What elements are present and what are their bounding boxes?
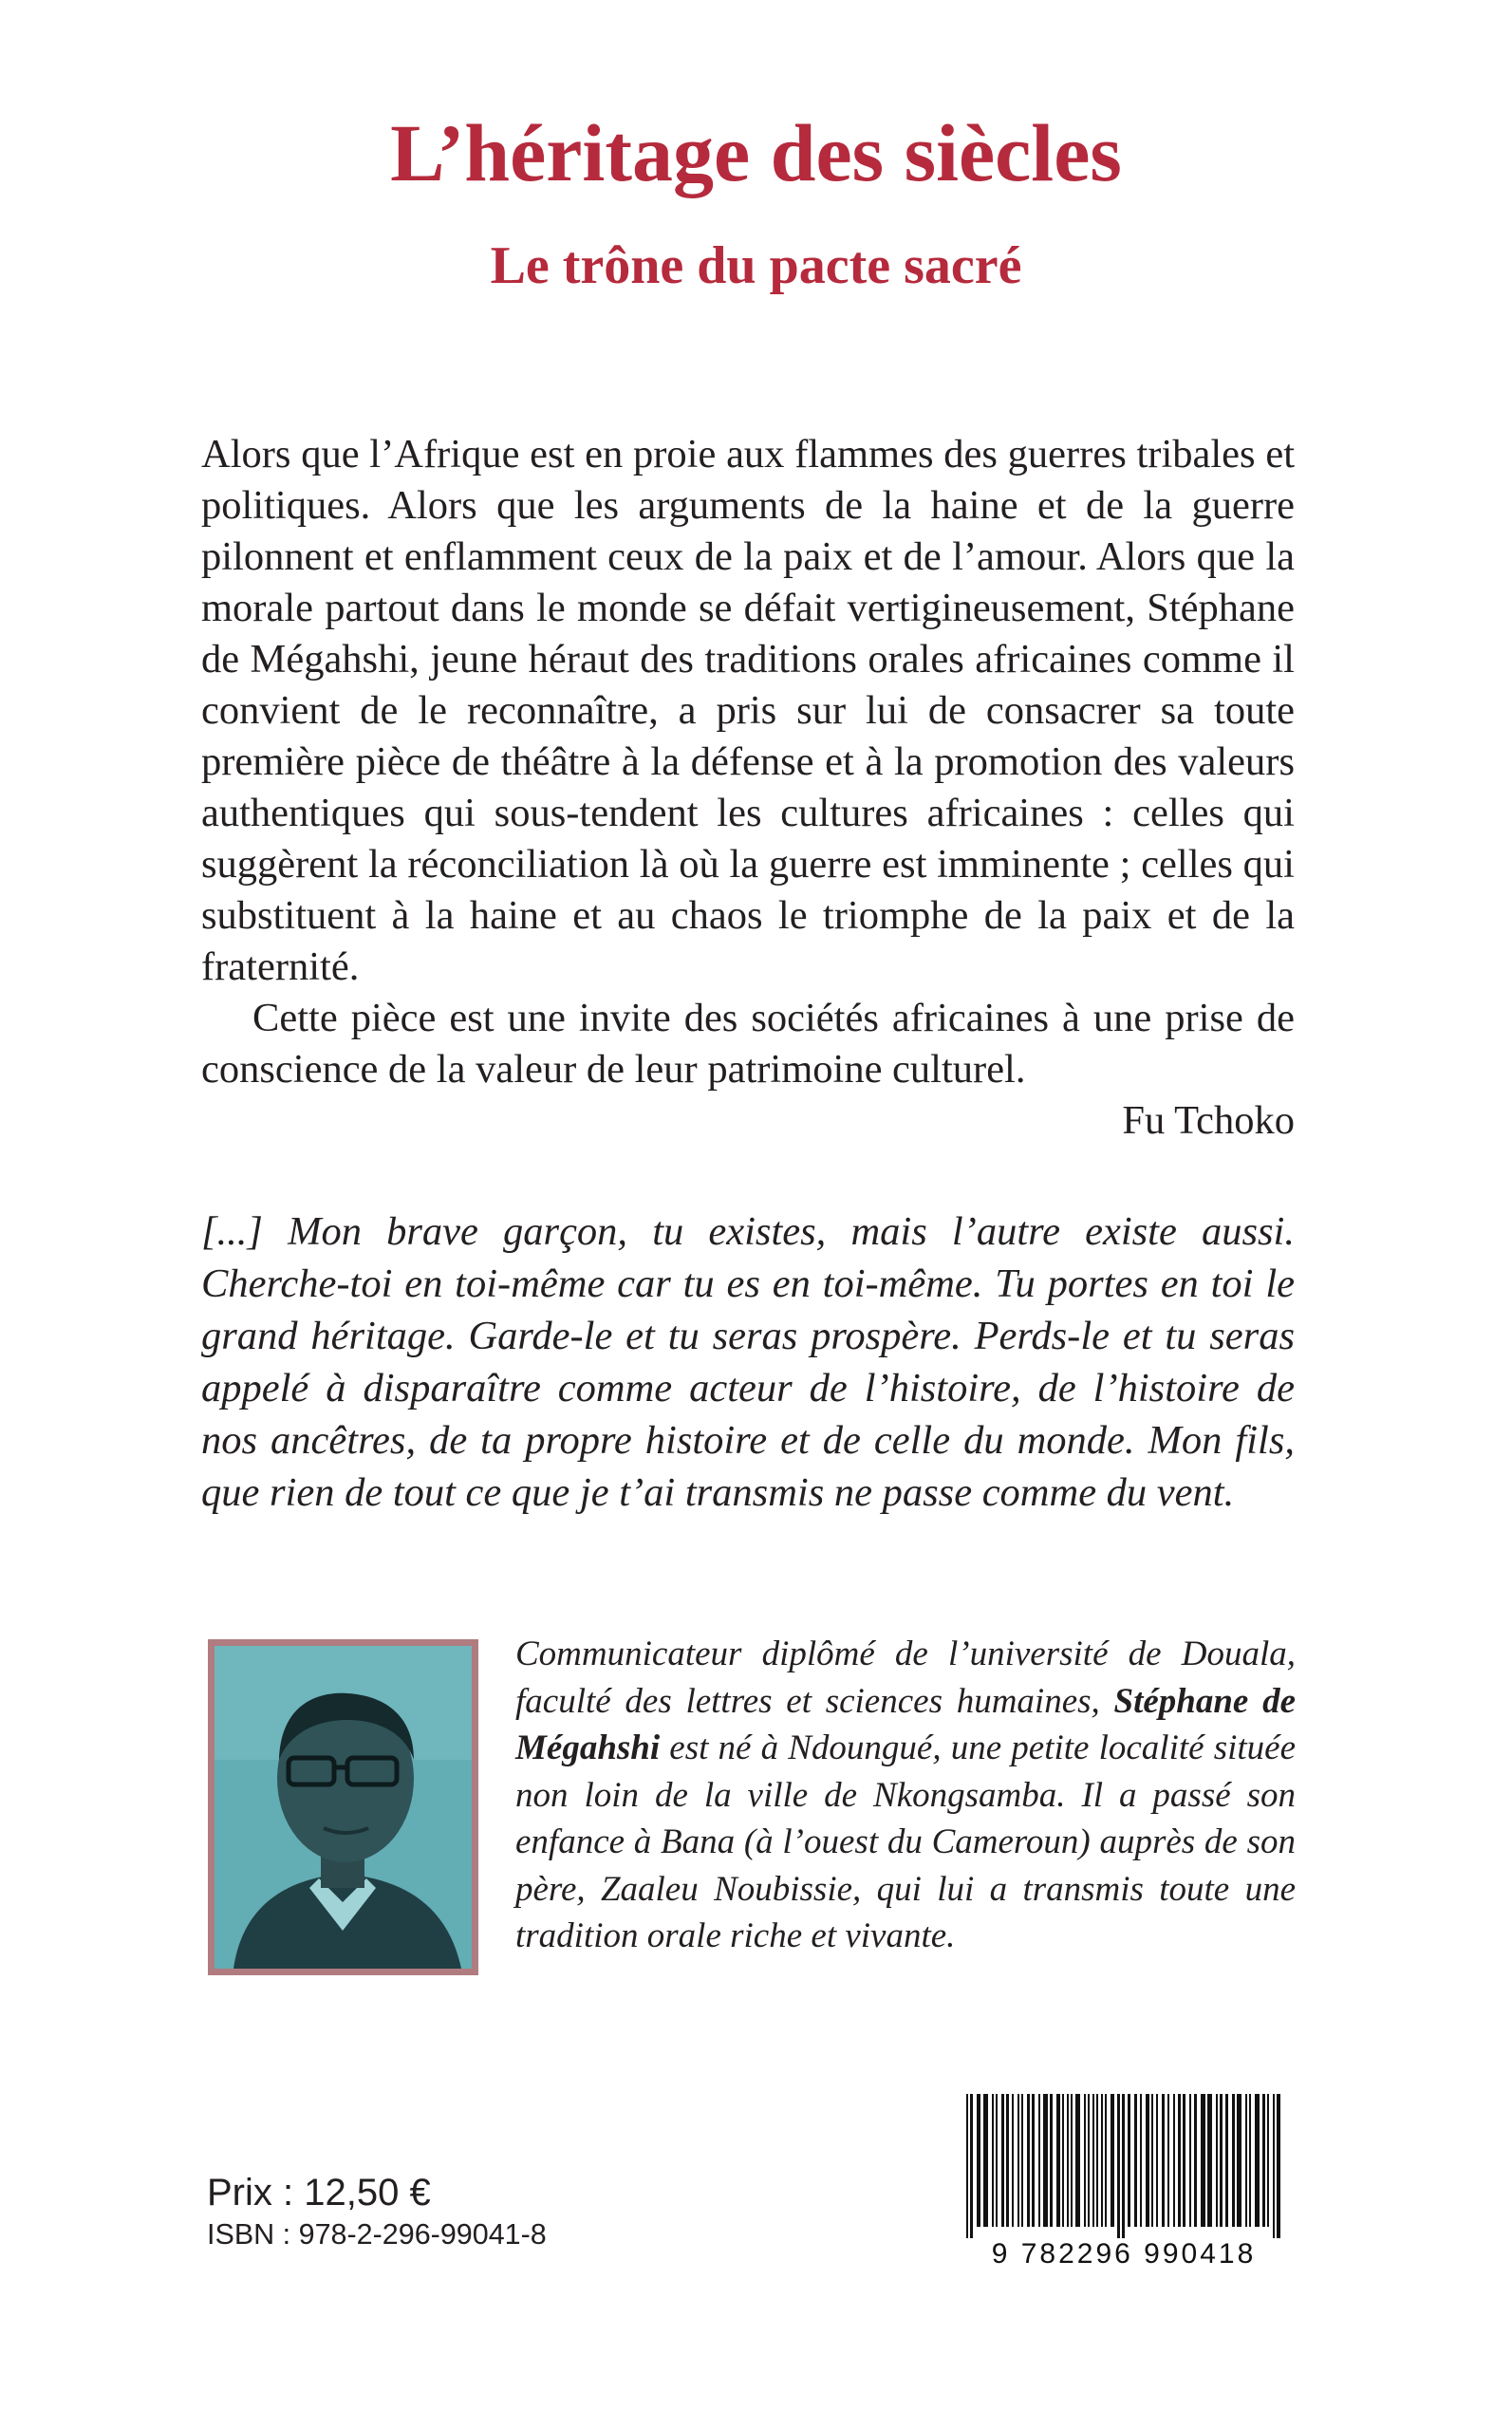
barcode-bar: [1267, 2094, 1269, 2227]
barcode-bar: [1017, 2094, 1019, 2227]
barcode-bar: [1012, 2094, 1014, 2227]
barcode-bar: [1140, 2094, 1142, 2227]
barcode-bar: [977, 2094, 980, 2227]
barcode-bar: [1134, 2094, 1137, 2227]
barcode-bar: [1032, 2094, 1035, 2227]
barcode-bar: [1038, 2094, 1040, 2227]
barcode-bar: [1075, 2094, 1080, 2227]
barcode-bar: [1232, 2094, 1235, 2227]
excerpt-quote: [...] Mon brave garçon, tu existes, mais l’autre existe aussi. Cherche-toi en toi-même car tu es en toi-même. Tu portes en toi le grand héritage. Garde-le et tu seras prospère. Perds-le et tu seras appelé à disparaître comme acteur de l’histoire, de l’histoire de nos ancêtres, de ta propre histoire et de celle du monde. Mon fils, que rien de tout ce que je t’ai transmis ne passe comme du vent.: [201, 1209, 1295, 1515]
back-cover-blurb: [201, 429, 1295, 1147]
barcode-bar: [966, 2094, 968, 2238]
barcode-bar: [1220, 2094, 1223, 2227]
barcode-digits: 9 782296 990418: [991, 2238, 1257, 2269]
barcode-bar: [992, 2094, 994, 2227]
barcode-bar: [1237, 2094, 1241, 2227]
barcode-image: [953, 2088, 1296, 2269]
barcode-bar: [1001, 2094, 1004, 2227]
isbn-barcode: [953, 2088, 1296, 2269]
barcode-bar: [983, 2094, 988, 2227]
barcode-bar: [1088, 2094, 1090, 2227]
barcode-bar: [1207, 2094, 1212, 2227]
barcode-bar: [1216, 2094, 1218, 2227]
price-label: Prix : 12,50 €: [207, 2172, 431, 2214]
barcode-bar: [1092, 2094, 1094, 2227]
barcode-bar: [1183, 2094, 1185, 2227]
barcode-bar: [1255, 2094, 1260, 2227]
barcode-bar: [1245, 2094, 1247, 2227]
isbn-label: ISBN : 978-2-296-99041-8: [207, 2218, 547, 2251]
barcode-bar: [1067, 2094, 1069, 2227]
author-bio: [515, 1631, 1296, 1960]
barcode-bar: [1146, 2094, 1149, 2227]
bio-text-after: est né à Ndoungué, une petite localité située non loin de la ville de Nkongsamba. Il a passé son enfance à Bana (à l’ouest du Cameroun) auprès de son père, Zaaleu Noubissie, qui lui a transmis toute une tradition orale riche et vivante.: [515, 1728, 1296, 1955]
barcode-bar: [1225, 2094, 1228, 2227]
barcode-bar: [1249, 2094, 1251, 2227]
barcode-bar: [1262, 2094, 1265, 2227]
blurb-paragraph-1: Alors que l’Afrique est en proie aux flammes des guerres tribales et politiques. Alors que les arguments de la haine et de la guerre pilonnent et enflamment ceux de la paix et de l’amour. Alors que la morale partout dans le monde se défait vertigineusement, Stéphane de Mégahshi, jeune héraut des traditions orales africaines comme il convient de le reconnaître, a pris sur lui de consacrer sa toute première pièce de théâtre à la défense et à la promotion des valeurs authentiques qui sous-tendent les cultures africaines : celles qui suggèrent la réconciliation là où la guerre est imminente ; celles qui substituent à la haine et au chaos le triomphe de la paix et de la fraternité.: [201, 432, 1295, 989]
author-photo: [208, 1639, 478, 1975]
barcode-bar: [1122, 2094, 1125, 2238]
blurb-signature: Fu Tchoko: [1122, 1098, 1295, 1143]
barcode-bar: [1006, 2094, 1009, 2227]
barcode-bar: [1062, 2094, 1064, 2227]
author-portrait-image: [215, 1646, 472, 1969]
bio-text-before: Communicateur diplômé de l’université de Douala, faculté des lettres et sciences humaines,: [515, 1635, 1296, 1721]
barcode-bar: [1111, 2094, 1114, 2227]
barcode-bar: [1096, 2094, 1098, 2227]
barcode-bar: [1201, 2094, 1205, 2227]
barcode-bar: [1151, 2094, 1153, 2227]
barcode-bar: [1084, 2094, 1086, 2227]
bio-author-name: Stéphane de Mégahshi: [515, 1681, 1297, 1767]
barcode-bar: [1043, 2094, 1048, 2227]
barcode-bar: [1050, 2094, 1053, 2227]
barcode-bar: [970, 2094, 973, 2238]
book-subtitle: Le trône du pacte sacré: [490, 236, 1022, 295]
blurb-paragraph-2: Cette pièce est une invite des sociétés africaines à une prise de conscience de la valeur de leur patrimoine culturel.: [201, 996, 1295, 1092]
barcode-bar: [1178, 2094, 1181, 2227]
book-title: L’héritage des siècles: [390, 107, 1122, 198]
barcode-bar: [1194, 2094, 1197, 2227]
barcode-bar: [1056, 2094, 1060, 2227]
barcode-bar: [1173, 2094, 1175, 2227]
barcode-bar: [1101, 2094, 1103, 2227]
barcode-bar: [1162, 2094, 1165, 2227]
barcode-bar: [1277, 2094, 1280, 2238]
barcode-bar: [1027, 2094, 1030, 2227]
barcode-bar: [1167, 2094, 1169, 2227]
barcode-bar: [1128, 2094, 1130, 2227]
barcode-bar: [996, 2094, 998, 2227]
barcode-bar: [1117, 2094, 1120, 2238]
barcode-bar: [1273, 2094, 1275, 2238]
barcode-bar: [1156, 2094, 1158, 2227]
barcode-bar: [1071, 2094, 1073, 2227]
barcode-bar: [1021, 2094, 1023, 2227]
barcode-bar: [1189, 2094, 1191, 2227]
barcode-bar: [1105, 2094, 1107, 2227]
